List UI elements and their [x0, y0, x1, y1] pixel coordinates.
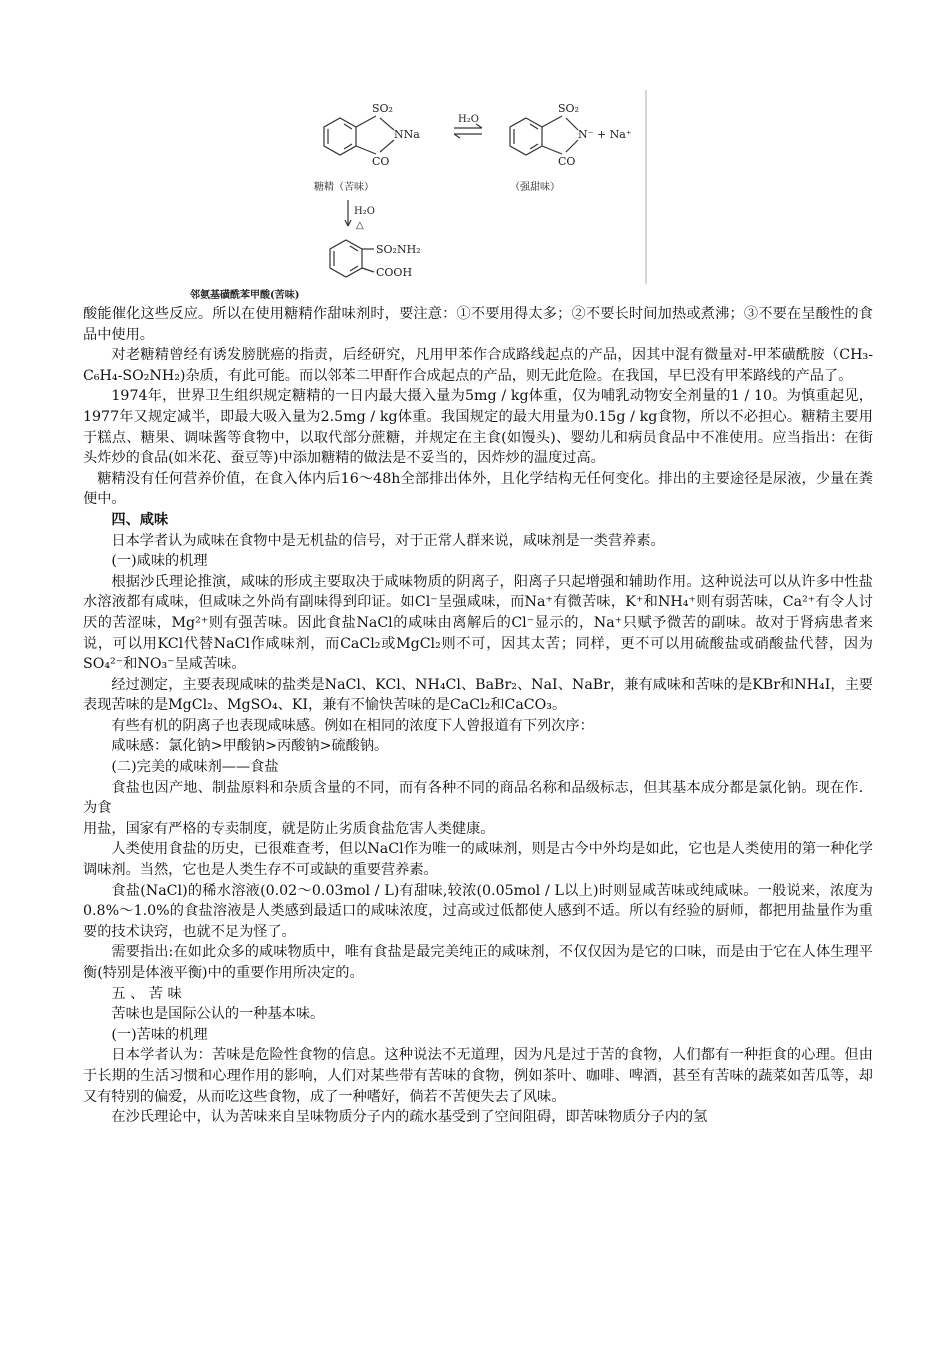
- paragraph: (二)完美的咸味剂——食盐: [111, 759, 279, 776]
- benzene-ring-left: [324, 118, 356, 155]
- paragraph: 人类使用食盐的历史，已很难查考，但以NaCl作为唯一的咸味剂，则是古今中外均是如此，它也是人类使用的第一种化学调味剂。当然，它也是人类生存不可或缺的重要营养素。: [83, 841, 873, 879]
- body-text: [83, 304, 873, 1128]
- h2o-equilibrium-label: H₂O: [458, 114, 479, 125]
- co-label-right: CO: [558, 155, 576, 168]
- paragraph: 需要指出:在如此众多的咸味物质中，唯有食盐是最完美纯正的咸味剂，不仅仅因为是它的口味，而是由于它在人体生理平衡(特别是体液平衡)中的重要作用所决定的。: [83, 944, 873, 981]
- section-heading: 四、咸味: [111, 511, 169, 528]
- nna-ion-label: N⁻ + Na⁺: [578, 128, 632, 141]
- cooh-label: COOH: [376, 266, 413, 279]
- so2nh2-label: SO₂NH₂: [376, 243, 421, 256]
- heat-symbol: △: [356, 220, 364, 231]
- product-label: 邻氨基磺酰苯甲酸(苦味): [190, 290, 300, 301]
- chemical-reaction-figure: [190, 88, 660, 306]
- paragraph: 日本学者认为：苦味是危险性食物的信息。这种说法不无道理，因为凡是过于苦的食物，人们都有一种拒食的心理。但由于长期的生活习惯和心理作用的影响，人们对某些带有苦味的食物，例如茶叶、咖啡、啤酒，甚至有苦味的蔬菜如苦瓜等，却又有特别的偏爱，从而吃这些食物，成了一种嗜好，倘若不苦便失去了风味。: [83, 1047, 873, 1105]
- paragraph: 日本学者认为咸味在食物中是无机盐的信号，对于正常人群来说，咸味剂是一类营养素。: [111, 532, 665, 549]
- paragraph: 糖精没有任何营养价值，在食入体内后16～48h全部排出体外，且化学结构无任何变化。排出的主要途径是尿液，少量在粪便中。: [83, 470, 873, 508]
- benzene-ring-right: [510, 118, 542, 155]
- nna-label: NNa: [394, 128, 420, 141]
- h2o-down-label: H₂O: [354, 206, 375, 217]
- paragraph: 对老糖精曾经有诱发膀胱癌的指责，后经研究，凡用甲苯作合成路线起点的产品，因其中混有微量对-甲苯磺酰胺（CH₃-C₆H₄-SO₂NH₂)杂质，有此可能。而以邻苯二甲酐作合成起点的产品，则无此危险。在我国，早巳没有甲苯路线的产品了。: [83, 347, 873, 384]
- paragraph: 苦味也是国际公认的一种基本味。: [111, 1006, 325, 1023]
- strong-sweet-label: （强甜味）: [510, 182, 560, 193]
- paragraph: 食盐(NaCl)的稀水溶液(0.02～0.03mol / L)有甜味,较浓(0.05mol / L以上)时则显咸苦味或纯咸味。一般说来，浓度为0.8%～1.0%的食盐溶液是人类感到最适口的咸味浓度，过高或过低都使人感到不适。所以有经验的厨师，都把用盐量作为重要的技术诀窍，也就不足为怪了。: [83, 882, 873, 940]
- paragraph: 根据沙氏理论推演，咸味的形成主要取决于咸味物质的阴离子，阳离子只起增强和辅助作用。这种说法可以从许多中性盐水溶液都有咸味，但咸味之外尚有副味得到印证。如Cl⁻呈强咸味，而Na⁺有微苦味，K⁺和NH₄⁺则有弱苦味，Ca²⁺有令人讨厌的苦涩味，Mg²⁺则有强苦味。因此食盐NaCl的咸味由离解后的Cl⁻显示的，Na⁺只赋予微苦的副味。故对于肾病患者来说，可以用KCl代替NaCl作咸味剂，而CaCl₂或MgCl₂则不可，因其太苦；同样，更不可以用硫酸盐或硝酸盐代替，因为SO₄²⁻和NO₃⁻呈咸苦味。: [83, 573, 873, 673]
- so2-label-left: SO₂: [372, 102, 393, 115]
- paragraph: 有些有机的阴离子也表现咸味感。例如在相同的浓度下人曾报道有下列次序：: [111, 717, 594, 734]
- paragraph: 用盐，国家有严格的专卖制度，就是防止劣质食盐危害人类健康。: [83, 820, 495, 837]
- paragraph: 1974年，世界卫生组织规定糖精的一日内最大摄入量为5mg / kg体重，仅为哺乳动物安全剂量的1 / 10。为慎重起见，1977年又规定减半，即最大吸入量为2.5mg / kg体重。我国规定的最大用量为0.15g / kg食物，所以不必担心。糖精主要用于糕点、糖果、调味酱等食物中，以取代部分蔗糖，并规定在主食(如馒头)、婴幼儿和病员食品中不准使用。应当指出：在街头炸炒的食品(如米花、蚕豆等)中添加糖精的做法是不妥当的，因炸炒的温度过高。: [83, 388, 873, 467]
- saccharin-reaction-diagram: [190, 88, 660, 306]
- paragraph: 食盐也因产地、制盐原料和杂质含量的不同，而有各种不同的商品名称和品级标志，但其基本成分都是氯化钠。现在作．为食: [83, 779, 873, 817]
- paragraph: 酸能催化这些反应。所以在使用糖精作甜味剂时，要注意：①不要用得太多；②不要长时间加热或煮沸；③不要在呈酸性的食品中使用。: [83, 306, 873, 343]
- paragraph: (一)苦味的机理: [111, 1026, 208, 1043]
- benzene-ring-bottom: [330, 240, 362, 277]
- so2-label-right: SO₂: [558, 102, 579, 115]
- co-label-left: CO: [372, 155, 390, 168]
- paragraph: (一)咸味的机理: [111, 553, 208, 570]
- paragraph: 咸味感：氯化钠>甲酸钠>丙酸钠>硫酸钠。: [111, 738, 389, 755]
- paragraph: 五 、 苦 味: [111, 985, 182, 1002]
- paragraph: 在沙氏理论中，认为苦味来自呈味物质分子内的疏水基受到了空间阻碍，即苦味物质分子内的氢: [111, 1109, 708, 1126]
- paragraph: 经过测定，主要表现咸味的盐类是NaCl、KCl、NH₄Cl、BaBr₂、NaI、NaBr，兼有咸味和苦味的是KBr和NH₄I，主要表现苦味的是MgCl₂、MgSO₄、KI，兼有不愉快苦味的是CaCl₂和CaCO₃。: [83, 676, 873, 714]
- saccharin-bitter-label: 糖精（苦味）: [314, 182, 374, 193]
